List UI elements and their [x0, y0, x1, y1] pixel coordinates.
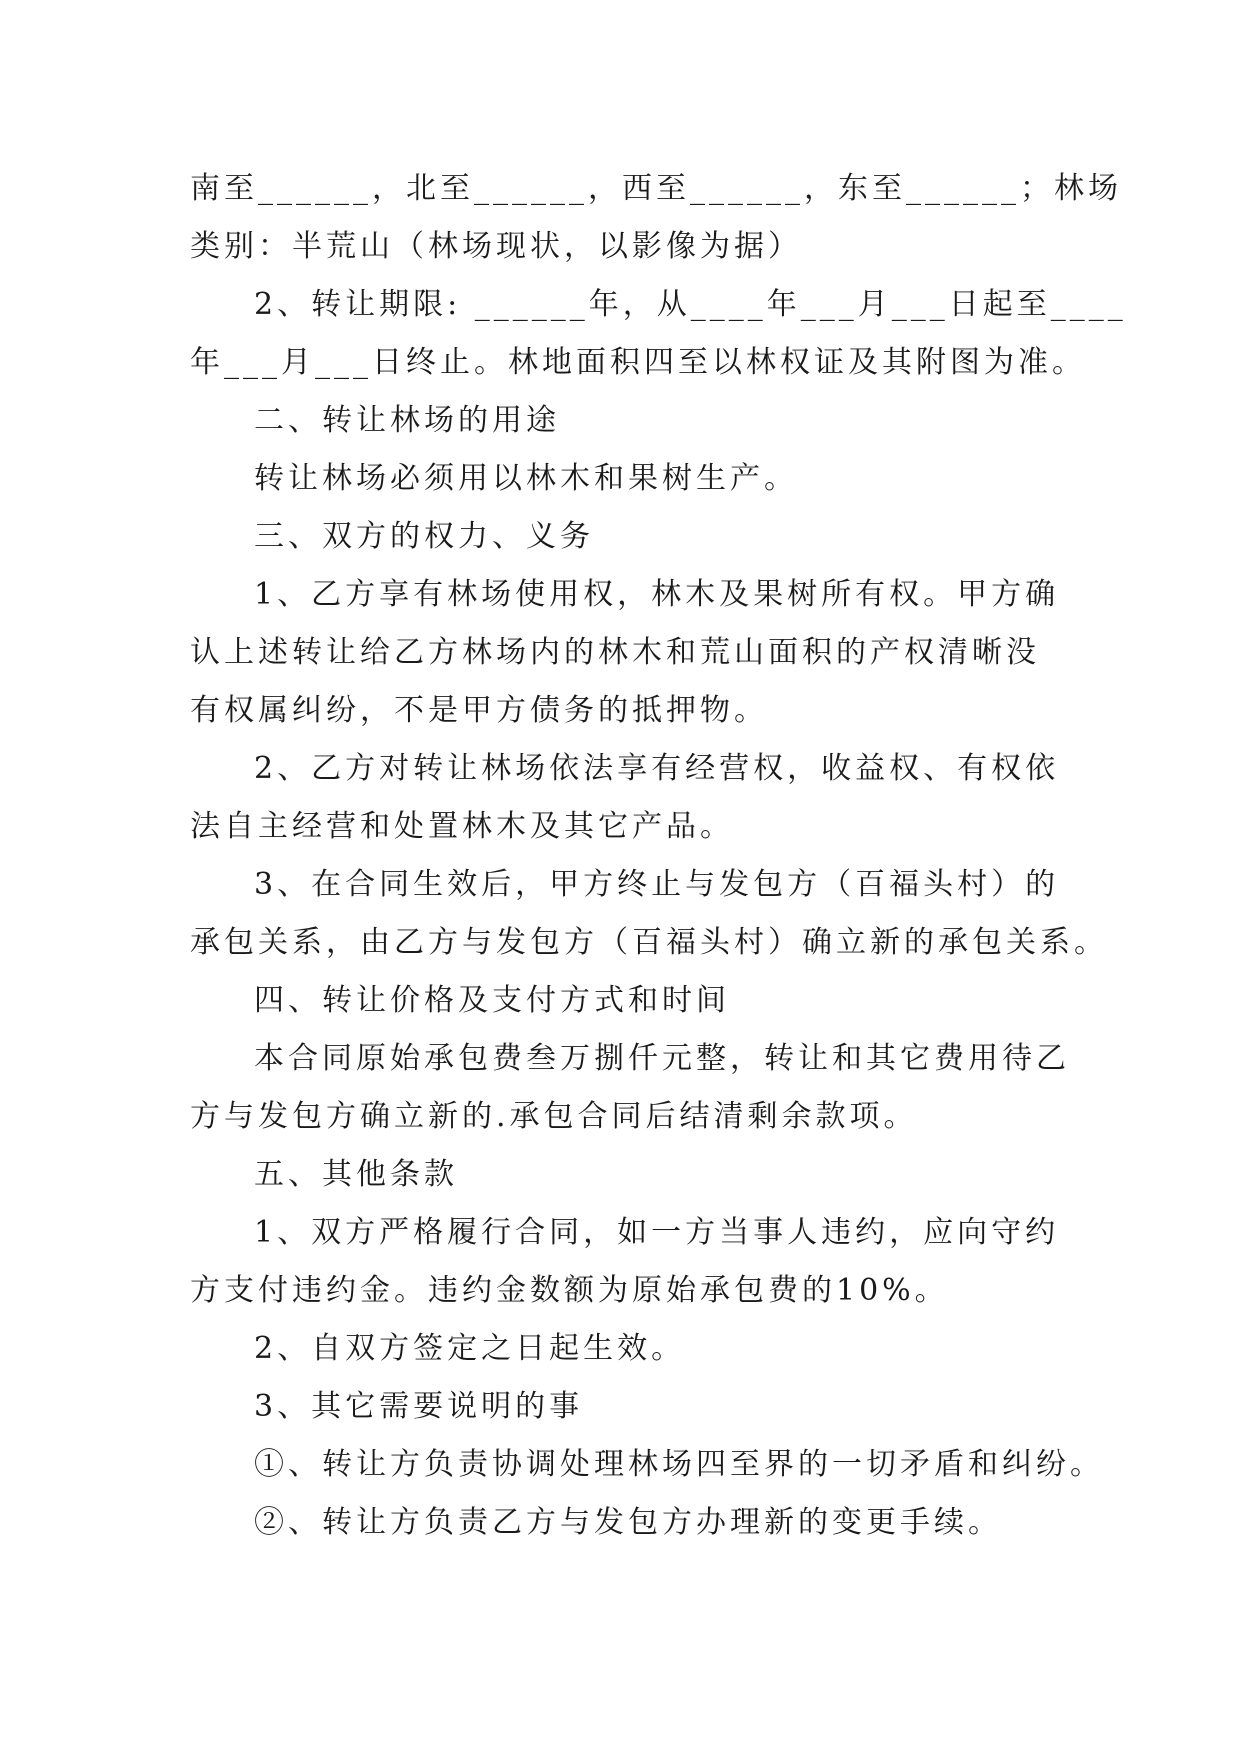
- text-line: 方支付违约金。违约金数额为原始承包费的10%。: [190, 1273, 949, 1308]
- text-line: 类别：半荒山（林场现状，以影像为据）: [190, 229, 802, 264]
- clause-rights-1: 1、乙方享有林场使用权，林木及果树所有权。甲方确: [254, 577, 1060, 612]
- clause-price: 本合同原始承包费叁万捌仟元整，转让和其它费用待乙: [254, 1041, 1070, 1076]
- text-line: 有权属纠纷，不是甲方债务的抵押物。: [190, 693, 768, 728]
- document-body: [190, 160, 1127, 1552]
- text-line: 法自主经营和处置林木及其它产品。: [190, 809, 734, 844]
- section-heading-other: 五、其他条款: [254, 1157, 458, 1192]
- section-heading-purpose: 二、转让林场的用途: [254, 403, 560, 438]
- section-heading-rights: 三、双方的权力、义务: [254, 519, 594, 554]
- clause-rights-3: 3、在合同生效后，甲方终止与发包方（百福头村）的: [254, 867, 1060, 902]
- text-line: 年___月___日终止。林地面积四至以林权证及其附图为准。: [190, 345, 1086, 380]
- text-line: 方与发包方确立新的.承包合同后结清剩余款项。: [190, 1099, 918, 1134]
- clause-transfer-period: 2、转让期限: ______年，从____年___月___日起至____: [254, 287, 1127, 322]
- text-line: 转让林场必须用以林木和果树生产。: [254, 461, 798, 496]
- clause-other-1: 1、双方严格履行合同，如一方当事人违约，应向守约: [254, 1215, 1060, 1250]
- sub-clause-1: ①、转让方负责协调处理林场四至界的一切矛盾和纠纷。: [254, 1447, 1104, 1482]
- text-line: 承包关系，由乙方与发包方（百福头村）确立新的承包关系。: [190, 925, 1108, 960]
- text-line: 南至______，北至______，西至______，东至______；林场: [190, 171, 1122, 206]
- sub-clause-2: ②、转让方负责乙方与发包方办理新的变更手续。: [254, 1505, 1002, 1540]
- clause-rights-2: 2、乙方对转让林场依法享有经营权，收益权、有权依: [254, 751, 1060, 786]
- clause-other-3: 3、其它需要说明的事: [254, 1389, 584, 1424]
- clause-other-2: 2、自双方签定之日起生效。: [254, 1331, 686, 1366]
- section-heading-price: 四、转让价格及支付方式和时间: [254, 983, 730, 1018]
- text-line: 认上述转让给乙方林场内的林木和荒山面积的产权清晰没: [190, 635, 1040, 670]
